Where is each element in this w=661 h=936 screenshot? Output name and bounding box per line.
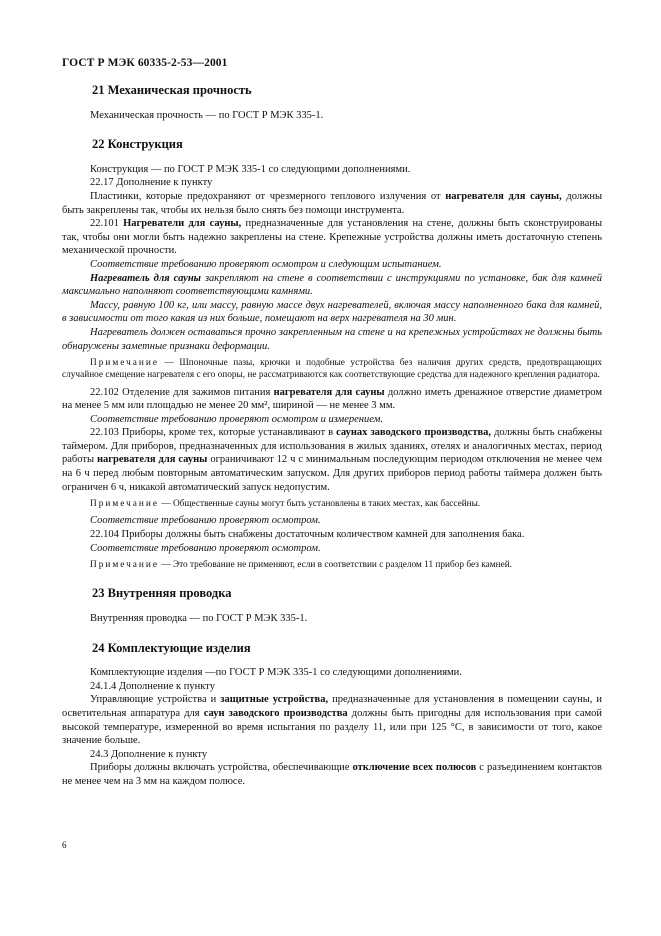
section-22-title: 22 Конструкция [92, 137, 183, 152]
paragraph: Комплектующие изделия —по ГОСТ Р МЭК 335-1 со следующими дополнениями. [90, 667, 462, 679]
paragraph: 24.1.4 Дополнение к пункту [90, 680, 215, 692]
paragraph: Приборы должны включать устройства, обеспечивающие отключение всех полюсов с разъединением контактов не менее чем на 3 мм на каждом полюсе. [62, 762, 602, 787]
compliance-text: Соответствие требованию проверяют осмотром. [90, 542, 321, 554]
paragraph: Нагреватель для сауны закрепляют на стене в соответствии с инструкциями по установке, бак для камней максимально наполняют соответствующими камнями. [62, 272, 602, 298]
paragraph: 22.101 Нагреватели для сауны, предназначенные для установления на стене, должны быть сконструированы так, чтобы они могли быть надежно закреплены на стене. Крепежные устройства должны иметь достаточную степень механической прочности. [62, 218, 603, 257]
section-23-title: 23 Внутренняя проводка [92, 586, 232, 601]
note: Примечание — Шпоночные пазы, крючки и подобные устройства без наличия других средств, предотвращающих случайное смещение нагревателя с его опоры, не рассматриваются как соответствующие средства для надежного крепления радиатора. [62, 358, 602, 381]
paragraph: Управляющие устройства и защитные устройства, предназначенные для установления в помещении сауны, и осветительная аппаратура для саун заводского производства должны быть пригодны для использования при самой высокой температуре, измеренной во время испытания по разделу 11, или при 125 °С, в зависимости от того, какое значение больше. [62, 694, 603, 747]
paragraph: 22.17 Дополнение к пункту [90, 177, 213, 189]
paragraph: Пластинки, которые предохраняют от чрезмерного теплового излучения от нагревателя для сауны, должны быть закреплены так, чтобы их нельзя было снять без помощи инструмента. [62, 190, 603, 216]
paragraph: Конструкция — по ГОСТ Р МЭК 335-1 со следующими дополнениями. [90, 163, 411, 175]
paragraph: 22.103 Приборы, кроме тех, которые устанавливают в саунах заводского производства, должны быть снабжены таймером. Для приборов, предназначенных для использования в жилых зданиях, отелях и аналогичных местах, период работы нагревателя для сауны ограничивают 12 ч с минимальным последующим периодом отключения не менее чем на 6 ч перед любым повторным автоматическим запуском. Для других приборов период работы таймера должен быть ограничен 6 ч, никакой автоматический запуск недопустим. [62, 427, 603, 493]
paragraph: Массу, равную 100 кг, или массу, равную массе двух нагревателей, включая массу наполненного бака для камней, в зависимости от того какая из них больше, помещают на верх нагревателя на 30 мин. [62, 299, 602, 325]
section-23-text: Внутренняя проводка — по ГОСТ Р МЭК 335-1. [90, 613, 308, 625]
section-21-text: Механическая прочность — по ГОСТ Р МЭК 335-1. [90, 109, 324, 121]
note: Примечание — Общественные сауны могут быть установлены в таких местах, как бассейны. [90, 499, 481, 510]
compliance-text: Соответствие требованию проверяют осмотром и измерением. [90, 413, 383, 425]
paragraph: 22.102 Отделение для зажимов питания нагревателя для сауны должно иметь дренажное отверстие диаметром на менее 5 мм или площадью не менее 20 мм², шириной — не менее 3 мм. [62, 386, 603, 412]
paragraph: Нагреватель должен оставаться прочно закрепленным на стене и на крепежных устройствах не должны быть обнаружены заметные признаки деформации. [62, 326, 602, 352]
page-number: 6 [62, 840, 67, 850]
page-content [62, 83, 603, 789]
section-24-title: 24 Комплектующие изделия [92, 640, 251, 655]
section-21-title: 21 Механическая прочность [92, 83, 252, 97]
compliance-text: Соответствие требованию проверяют осмотром и следующим испытанием. [90, 258, 442, 270]
note: Примечание — Это требование не применяют, если в соответствии с разделом 11 прибор без камней. [90, 560, 512, 571]
compliance-text: Соответствие требованию проверяют осмотром. [90, 515, 321, 527]
paragraph: 22.104 Приборы должны быть снабжены достаточным количеством камней для заполнения бака. [90, 529, 525, 541]
running-header: ГОСТ Р МЭК 60335-2-53—2001 [62, 57, 228, 69]
paragraph: 24.3 Дополнение к пункту [90, 748, 208, 760]
